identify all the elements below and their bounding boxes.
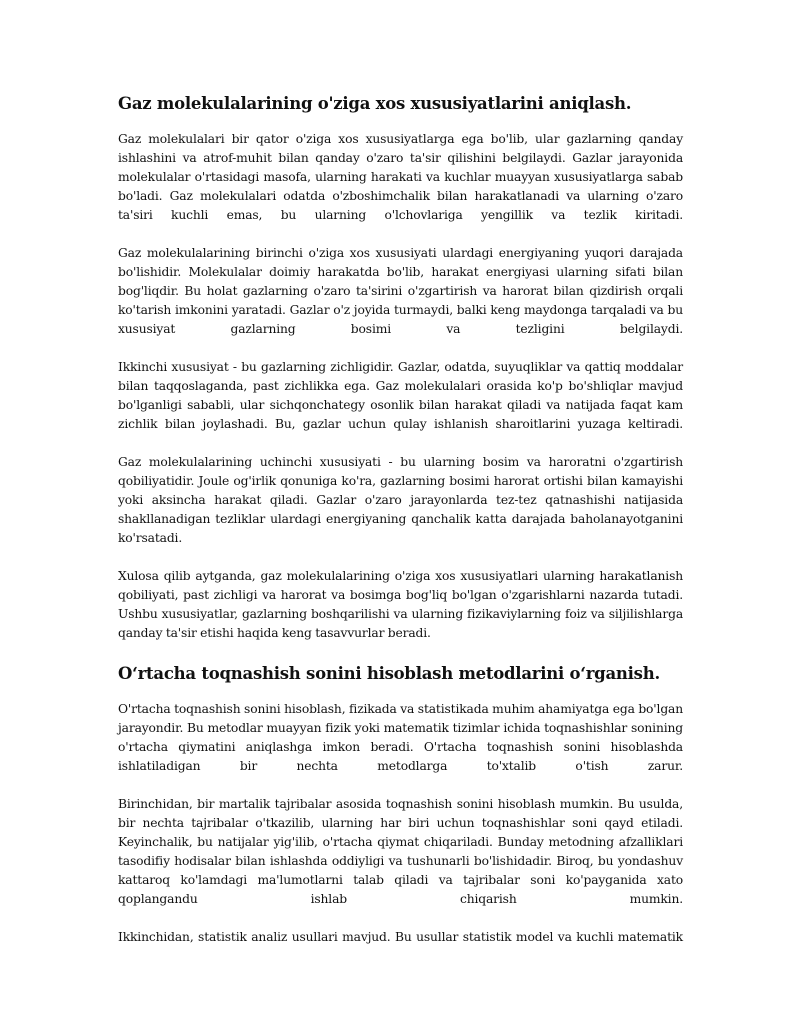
paragraph: Gaz molekulalari bir qator o'ziga xos xususiyatlarga ega bo'lib, ular gazlarning qanday ishlashini va atrof-muhit bilan qanday o'zaro ta'sir qilishini belgilaydi. Gazlar jarayonida molekulalar o'rtasidagi masofa, ularning harakati va kuchlar muayyan xususiyatlarga sabab bo'ladi. Gaz molekulalari odatda o'zboshimchalik bilan harakatlanadi va ularning o'zaro ta'siri kuchli emas, bu ularning o'lchovlariga yengillik va tezlik kiritadi. [118,132,683,222]
document-page [118,92,683,947]
paragraph: Birinchidan, bir martalik tajribalar asosida toqnashish sonini hisoblash mumkin. Bu usulda, bir nechta tajribalar o'tkazilib, ularning har biri uchun toqnashishlar soni qayd etiladi. Keyinchalik, bu natijalar yig'ilib, o'rtacha qiymat chiqariladi. Bunday metodning afzalliklari tasodifiy hodisalar bilan ishlashda oddiyligi va tushunarli bo'lishidadir. Biroq, bu yondashuv kattaroq ko'lamdagi ma'lumotlarni talab qiladi va tajribalar soni ko'payganida xato qoplangandu ishlab chiqarish mumkin. [118,797,683,906]
paragraph: Ikkinchidan, statistik analiz usullari mavjud. Bu usullar statistik model va kuchli matematik [118,930,683,944]
paragraph: Gaz molekulalarining birinchi o'ziga xos xususiyati ulardagi energiyaning yuqori darajada bo'lishidir. Molekulalar doimiy harakatda bo'lib, harakat energiyasi ularning sifati bilan bog'liqdir. Bu holat gazlarning o'zaro ta'sirini o'zgartirish va harorat bilan qizdirish orqali ko'tarish imkonini yaratadi. Gazlar o'z joyida turmaydi, balki keng maydonga tarqaladi va bu xususiyat gazlarning bosimi va tezligini belgilaydi. [118,246,683,336]
paragraph: Gaz molekulalarining uchinchi xususiyati - bu ularning bosim va haroratni o'zgartirish qobiliyatidir. Joule og'irlik qonuniga ko'ra, gazlarning bosimi harorat ortishi bilan kamayishi yoki aksincha harakat qiladi. Gazlar o'zaro jarayonlarda tez-tez qatnashishi natijasida shakllanadigan tezliklar ulardagi energiyaning qanchalik katta darajada baholanayotganini ko'rsatadi. [118,455,683,545]
paragraph: Xulosa qilib aytganda, gaz molekulalarining o'ziga xos xususiyatlari ularning harakatlanish qobiliyati, past zichligi va harorat va bosimga bog'liq bo'lgan o'zgarishlarni nazarda tutadi. Ushbu xususiyatlar, gazlarning boshqarilishi va ularning fizikaviylarning foiz va siljilishlarga qanday ta'sir etishi haqida keng tasavvurlar beradi. [118,569,683,640]
paragraph: Ikkinchi xususiyat - bu gazlarning zichligidir. Gazlar, odatda, suyuqliklar va qattiq moddalar bilan taqqoslaganda, past zichlikka ega. Gaz molekulalari orasida ko'p bo'shliqlar mavjud bo'lganligi sababli, ular sichqonchategy osonlik bilan harakat qiladi va natijada faqat kam zichlik bilan joylashadi. Bu, gazlar uchun qulay ishlanish sharoitlarini yuzaga keltiradi. [118,360,683,431]
paragraph: O'rtacha toqnashish sonini hisoblash, fizikada va statistikada muhim ahamiyatga ega bo'lgan jarayondir. Bu metodlar muayyan fizik yoki matematik tizimlar ichida toqnashishlar sonining o'rtacha qiymatini aniqlashga imkon beradi. O'rtacha toqnashish sonini hisoblashda ishlatiladigan bir nechta metodlarga to'xtalib o'tish zarur. [118,702,683,773]
section-heading-collision-methods: O‘rtacha toqnashish sonini hisoblash metodlarini o‘rganish. [118,664,660,683]
section-heading-gas-properties: Gaz molekulalarining o'ziga xos xususiyatlarini aniqlash. [118,94,632,113]
